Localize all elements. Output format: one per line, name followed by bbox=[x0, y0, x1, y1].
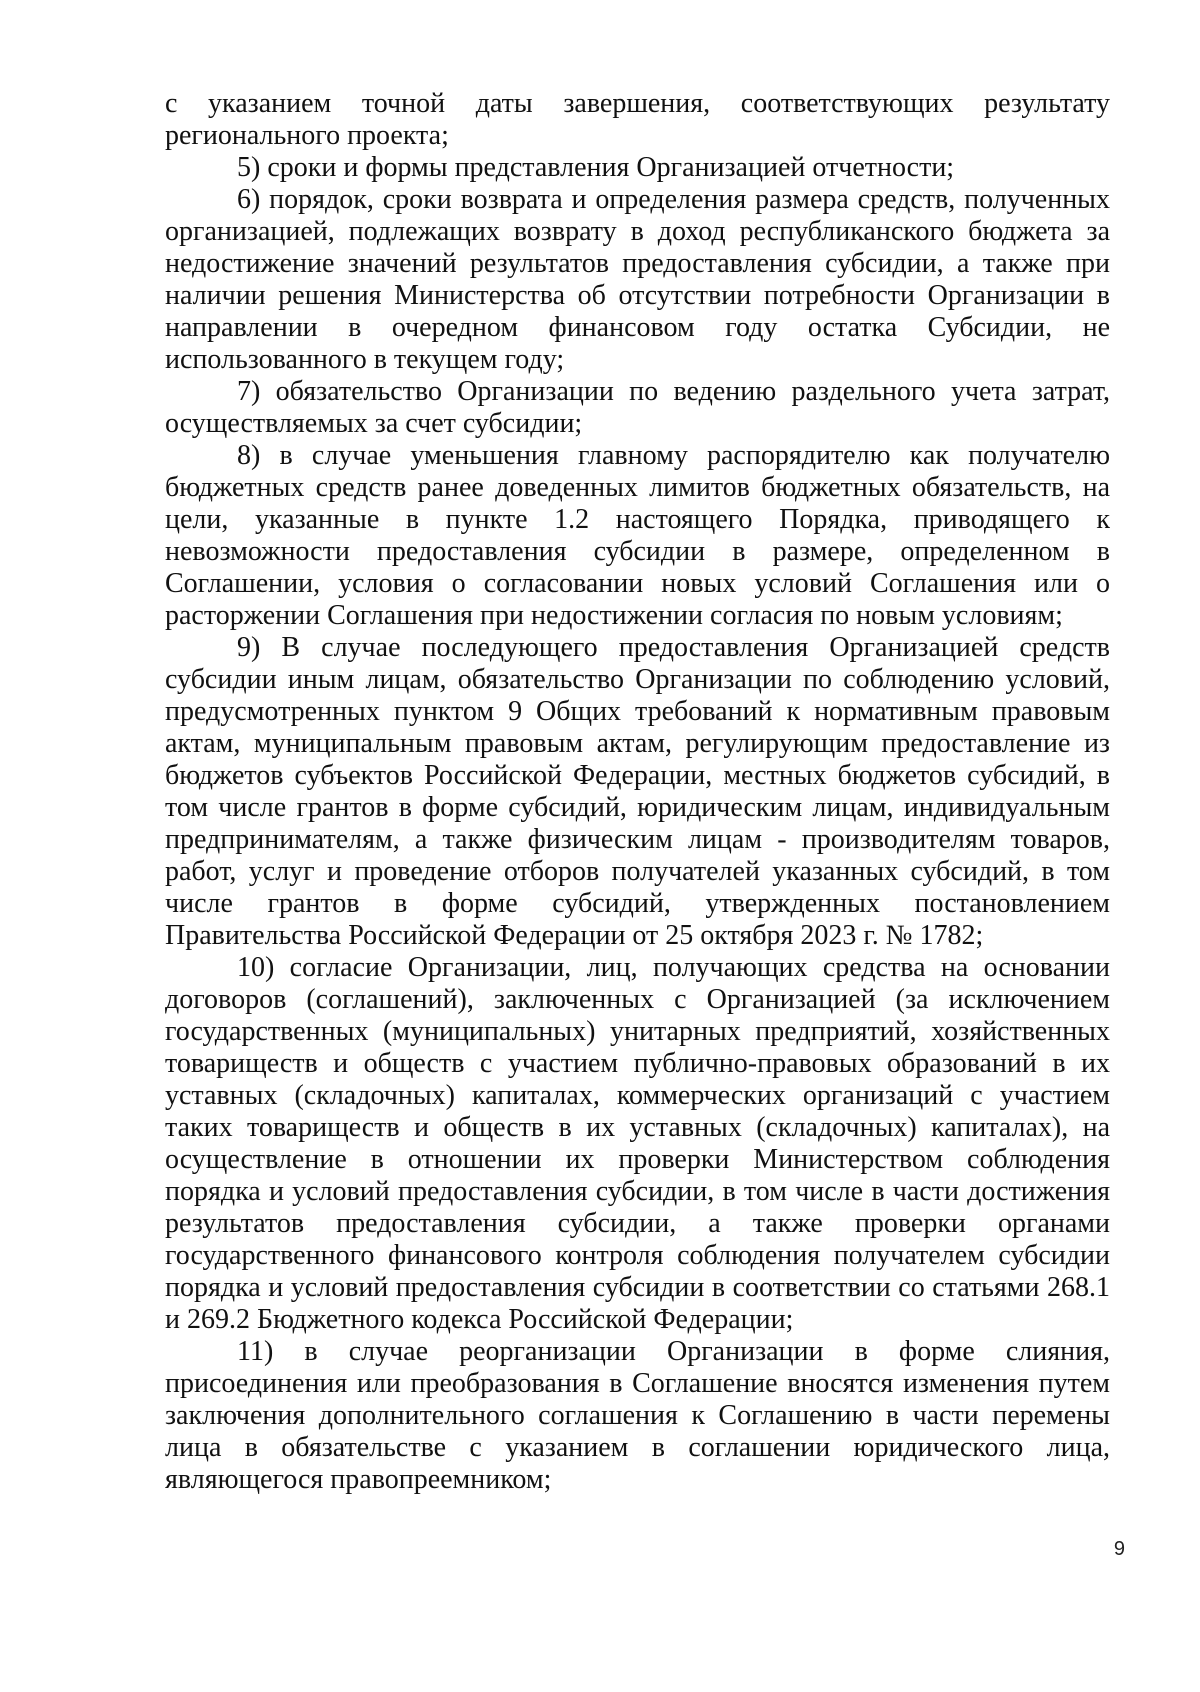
page-number: 9 bbox=[1113, 1538, 1125, 1560]
paragraph-item-10: 10) согласие Организации, лиц, получающих средства на основании договоров (соглашений), заключенных с Организацией (за исключением государственных (муниципальных) унитарных предприятий, хозяйственных товариществ и обществ с участием публично-правовых образований в их уставных (складочных) капиталах, коммерческих организаций с участием таких товариществ и обществ в их уставных (складочных) капиталах), на осуществление в отношении их проверки Министерством соблюдения порядка и условий предоставления субсидии, в том числе в части достижения результатов предоставления субсидии, а также проверки органами государственного финансового контроля соблюдения получателем субсидии порядка и условий предоставления субсидии в соответствии со статьями 268.1 и 269.2 Бюджетного кодекса Российской Федерации; bbox=[165, 952, 1110, 1335]
paragraph-item-11: 11) в случае реорганизации Организации в форме слияния, присоединения или преобразования в Соглашение вносятся изменения путем заключения дополнительного соглашения к Соглашению в части перемены лица в обязательстве с указанием в соглашении юридического лица, являющегося правопреемником; bbox=[165, 1336, 1110, 1495]
paragraph-item-7: 7) обязательство Организации по ведению раздельного учета затрат, осуществляемых за счет субсидии; bbox=[165, 376, 1110, 439]
paragraph-item-5: 5) сроки и формы представления Организацией отчетности; bbox=[237, 152, 955, 183]
paragraph-item-9: 9) В случае последующего предоставления Организацией средств субсидии иным лицам, обязательство Организации по соблюдению условий, предусмотренных пунктом 9 Общих требований к нормативным правовым актам, муниципальным правовым актам, регулирующим предоставление из бюджетов субъектов Российской Федерации, местных бюджетов субсидий, в том числе грантов в форме субсидий, юридическим лицам, индивидуальным предпринимателям, а также физическим лицам - производителям товаров, работ, услуг и проведение отборов получателей указанных субсидий, в том числе грантов в форме субсидий, утвержденных постановлением Правительства Российской Федерации от 25 октября 2023 г. № 1782; bbox=[165, 632, 1110, 951]
paragraph-item-8: 8) в случае уменьшения главному распорядителю как получателю бюджетных средств ранее доведенных лимитов бюджетных обязательств, на цели, указанные в пункте 1.2 настоящего Порядка, приводящего к невозможности предоставления субсидии в размере, определенном в Соглашении, условия о согласовании новых условий Соглашения или о расторжении Соглашения при недостижении согласия по новым условиям; bbox=[165, 440, 1110, 631]
document-body bbox=[165, 88, 1110, 1496]
paragraph-continuation: с указанием точной даты завершения, соответствующих результату регионального проекта; bbox=[165, 88, 1110, 151]
paragraph-item-6: 6) порядок, сроки возврата и определения размера средств, полученных организацией, подлежащих возврату в доход республиканского бюджета за недостижение значений результатов предоставления субсидии, а также при наличии решения Министерства об отсутствии потребности Организации в направлении в очередном финансовом году остатка Субсидии, не использованного в текущем году; bbox=[165, 184, 1110, 375]
